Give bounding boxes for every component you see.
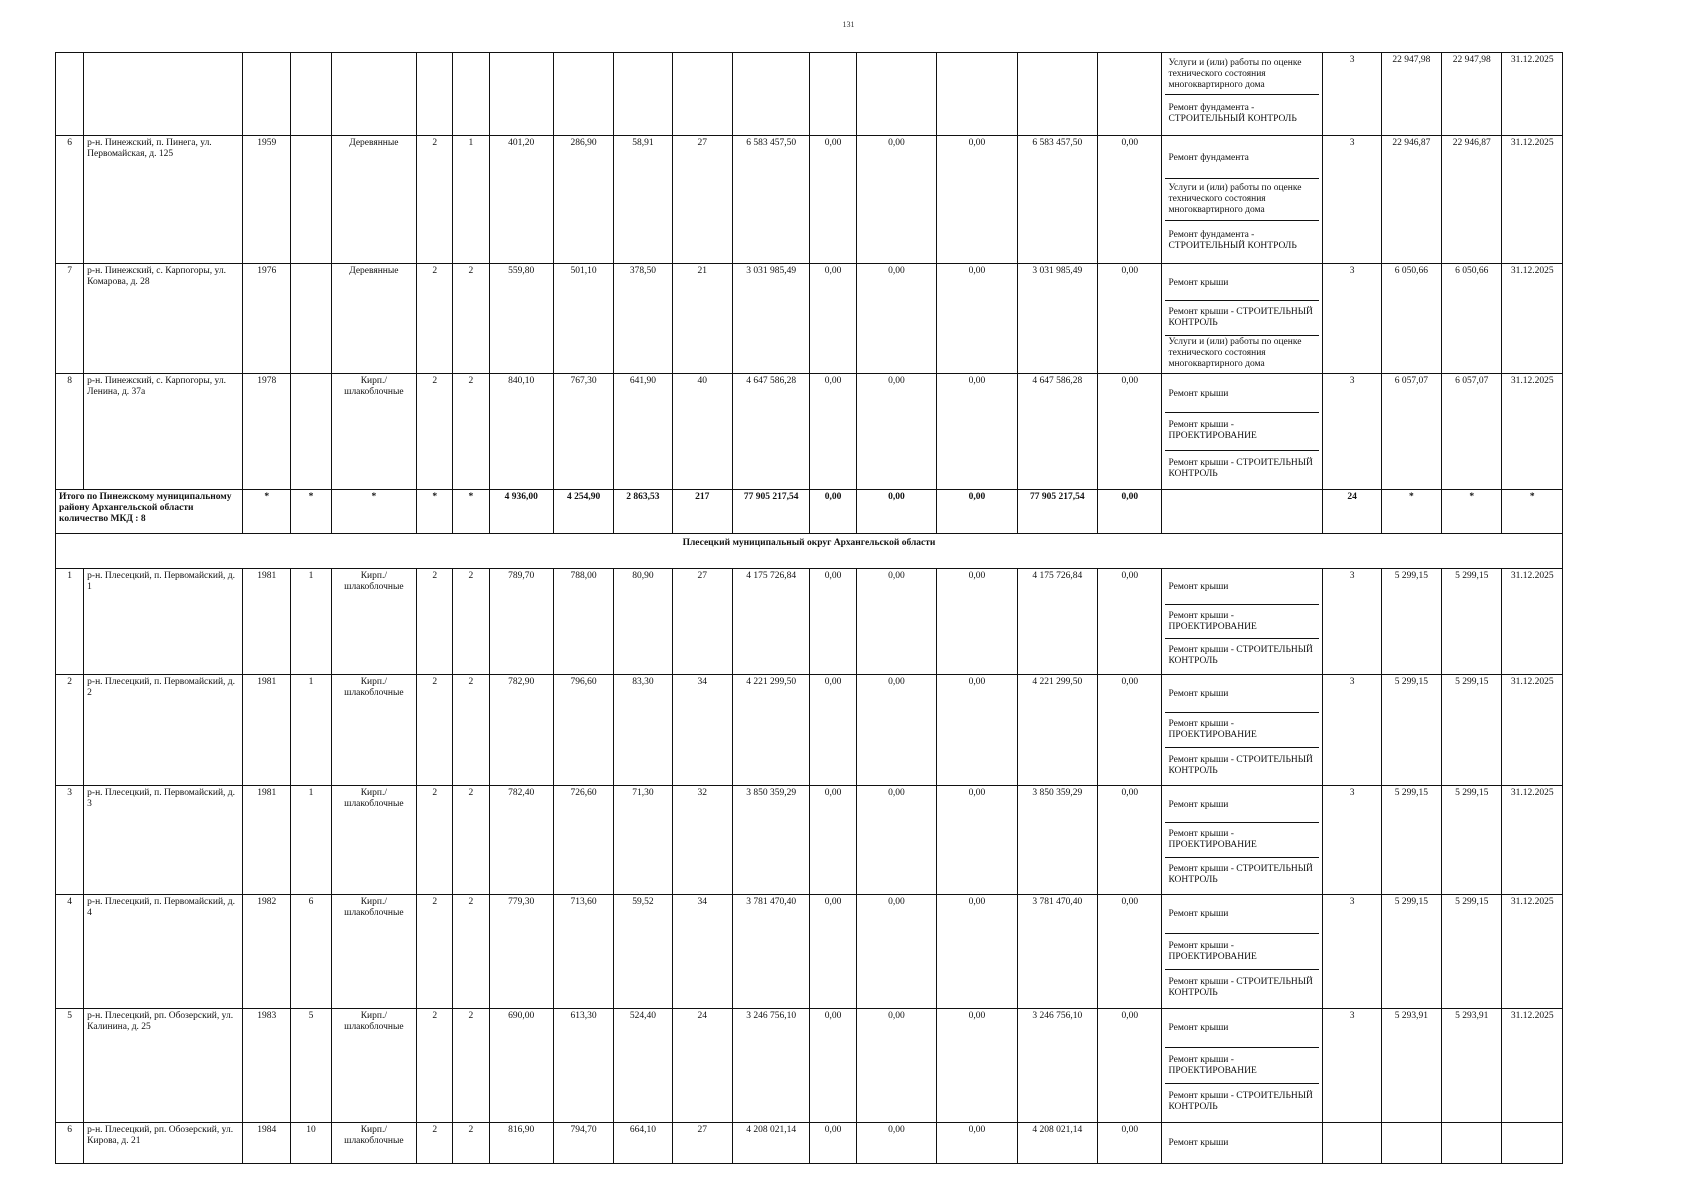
area-total-cell: 782,40 [489, 786, 553, 895]
fund-other-cell: 0,00 [1098, 1009, 1162, 1123]
entrances-cell: 2 [453, 675, 489, 786]
fund-regional-cell: 0,00 [856, 1009, 936, 1123]
fund-federal-cell: 0,00 [810, 1123, 856, 1164]
row-number: 6 [56, 136, 84, 264]
fund-local-cell: 0,00 [937, 675, 1017, 786]
works-cell [1162, 374, 1323, 490]
deadline-cell: 31.12.2025 [1502, 374, 1563, 490]
area-total-cell: 789,70 [489, 569, 553, 675]
entrances-cell [453, 53, 489, 136]
work-item: Ремонт крыши - СТРОИТЕЛЬНЫЙ КОНТРОЛЬ [1168, 457, 1313, 479]
limit-cost-cell: 6 057,07 [1442, 374, 1502, 490]
total-star-cell: * [291, 490, 331, 534]
work-item: Ремонт фундамента [1165, 138, 1319, 179]
entrances-cell: 2 [453, 374, 489, 490]
area-living-cell: 726,60 [553, 786, 613, 895]
year-renovated-cell: 6 [291, 895, 331, 1009]
work-item: Ремонт крыши [1165, 266, 1319, 301]
total-fund-local: 0,00 [937, 490, 1017, 534]
table-row [56, 264, 1563, 374]
floors-cell [417, 53, 453, 136]
work-item: Ремонт крыши - ПРОЕКТИРОВАНИЕ [1165, 413, 1319, 450]
address-cell: р-н. Пинежский, с. Карпогоры, ул. Ленина, д. 37а [84, 374, 243, 490]
entrances-cell: 2 [453, 895, 489, 1009]
fund-owners-cell: 3 781 470,40 [1017, 895, 1097, 1009]
total-star-cell: * [453, 490, 489, 534]
area-other-cell: 664,10 [614, 1123, 672, 1164]
work-item: Ремонт крыши [1165, 1011, 1319, 1048]
works-count-cell: 3 [1323, 264, 1381, 374]
row-number: 1 [56, 569, 84, 675]
fund-regional-cell: 0,00 [856, 136, 936, 264]
row-number: 3 [56, 786, 84, 895]
year-built-cell: 1981 [243, 569, 291, 675]
cost-total-cell: 3 246 756,10 [732, 1009, 809, 1123]
year-built-cell: 1978 [243, 374, 291, 490]
fund-federal-cell: 0,00 [810, 895, 856, 1009]
unit-cost-cell [1381, 1123, 1441, 1164]
address-cell: р-н. Плесецкий, рп. Обозерский, ул. Кирова, д. 21 [84, 1123, 243, 1164]
area-living-cell: 767,30 [553, 374, 613, 490]
fund-local-cell: 0,00 [937, 264, 1017, 374]
work-item: Услуги и (или) работы по оценке технического состояния многоквартирного дома [1165, 179, 1319, 220]
total-star-cell: * [243, 490, 291, 534]
cost-total-cell: 4 175 726,84 [732, 569, 809, 675]
deadline-cell: 31.12.2025 [1502, 264, 1563, 374]
fund-owners-cell: 3 850 359,29 [1017, 786, 1097, 895]
area-total-cell [489, 53, 553, 136]
section-header-row [56, 534, 1563, 569]
total-label: Итого по Пинежскому муниципальному району Архангельской области количество МКД : 8 [56, 490, 243, 534]
year-built-cell: 1981 [243, 786, 291, 895]
fund-regional-cell: 0,00 [856, 569, 936, 675]
area-total-cell: 559,80 [489, 264, 553, 374]
deadline-cell: 31.12.2025 [1502, 136, 1563, 264]
fund-federal-cell: 0,00 [810, 569, 856, 675]
address-cell: р-н. Плесецкий, п. Первомайский, д. 1 [84, 569, 243, 675]
works-cell [1162, 1123, 1323, 1164]
work-item: Ремонт крыши - ПРОЕКТИРОВАНИЕ [1165, 713, 1319, 749]
row-number: 7 [56, 264, 84, 374]
total-residents: 217 [672, 490, 732, 534]
work-item: Ремонт крыши [1165, 571, 1319, 605]
area-living-cell: 788,00 [553, 569, 613, 675]
area-other-cell: 641,90 [614, 374, 672, 490]
wall-material-cell: Деревянные [331, 136, 417, 264]
unit-cost-cell: 5 299,15 [1381, 675, 1441, 786]
total-star-cell: * [1442, 490, 1502, 534]
works-count-cell: 3 [1323, 53, 1381, 136]
table-row [56, 1123, 1563, 1164]
year-renovated-cell: 1 [291, 675, 331, 786]
area-total-cell: 782,90 [489, 675, 553, 786]
total-star-cell: * [417, 490, 453, 534]
fund-owners-cell: 6 583 457,50 [1017, 136, 1097, 264]
unit-cost-cell: 5 299,15 [1381, 895, 1441, 1009]
work-item: Ремонт крыши [1165, 788, 1319, 823]
table-row [56, 136, 1563, 264]
entrances-cell: 2 [453, 569, 489, 675]
total-star-cell: * [1502, 490, 1563, 534]
cost-total-cell: 3 781 470,40 [732, 895, 809, 1009]
page-number: 131 [842, 20, 855, 29]
residents-cell: 34 [672, 895, 732, 1009]
address-cell: р-н. Плесецкий, рп. Обозерский, ул. Калинина, д. 25 [84, 1009, 243, 1123]
fund-regional-cell: 0,00 [856, 786, 936, 895]
total-works-cell [1162, 490, 1323, 534]
table-row [56, 1009, 1563, 1123]
year-renovated-cell: 1 [291, 569, 331, 675]
fund-owners-cell: 3 246 756,10 [1017, 1009, 1097, 1123]
deadline-cell: 31.12.2025 [1502, 53, 1563, 136]
cost-total-cell: 4 647 586,28 [732, 374, 809, 490]
residents-cell: 27 [672, 569, 732, 675]
address-cell: р-н. Пинежский, с. Карпогоры, ул. Комарова, д. 28 [84, 264, 243, 374]
year-renovated-cell [291, 374, 331, 490]
year-renovated-cell: 10 [291, 1123, 331, 1164]
works-count-cell [1323, 1123, 1381, 1164]
fund-federal-cell: 0,00 [810, 264, 856, 374]
area-total-cell: 779,30 [489, 895, 553, 1009]
area-living-cell: 796,60 [553, 675, 613, 786]
address-cell: р-н. Пинежский, п. Пинега, ул. Первомайская, д. 125 [84, 136, 243, 264]
area-living-cell: 713,60 [553, 895, 613, 1009]
works-count-cell: 3 [1323, 786, 1381, 895]
fund-federal-cell [810, 53, 856, 136]
year-built-cell: 1959 [243, 136, 291, 264]
area-total-cell: 401,20 [489, 136, 553, 264]
floors-cell: 2 [417, 1123, 453, 1164]
table-row [56, 569, 1563, 675]
floors-cell: 2 [417, 1009, 453, 1123]
unit-cost-cell: 5 299,15 [1381, 569, 1441, 675]
works-cell [1162, 1009, 1323, 1123]
cost-total-cell [732, 53, 809, 136]
fund-federal-cell: 0,00 [810, 374, 856, 490]
work-item: Ремонт фундамента - СТРОИТЕЛЬНЫЙ КОНТРОЛЬ [1168, 229, 1297, 251]
cost-total-cell: 4 208 021,14 [732, 1123, 809, 1164]
area-total-cell: 690,00 [489, 1009, 553, 1123]
limit-cost-cell: 6 050,66 [1442, 264, 1502, 374]
work-item: Ремонт крыши - СТРОИТЕЛЬНЫЙ КОНТРОЛЬ [1168, 1091, 1313, 1113]
capital-repair-register-table [55, 52, 1563, 1164]
unit-cost-cell: 22 947,98 [1381, 53, 1441, 136]
total-star-cell: * [1381, 490, 1441, 534]
residents-cell: 27 [672, 136, 732, 264]
year-built-cell: 1984 [243, 1123, 291, 1164]
works-count-cell: 3 [1323, 569, 1381, 675]
area-living-cell [553, 53, 613, 136]
floors-cell: 2 [417, 895, 453, 1009]
deadline-cell [1502, 1123, 1563, 1164]
fund-federal-cell: 0,00 [810, 675, 856, 786]
total-fund-other: 0,00 [1098, 490, 1162, 534]
residents-cell: 34 [672, 675, 732, 786]
deadline-cell: 31.12.2025 [1502, 786, 1563, 895]
fund-other-cell: 0,00 [1098, 1123, 1162, 1164]
wall-material-cell: Кирп./шлакоблочные [331, 675, 417, 786]
wall-material-cell: Кирп./шлакоблочные [331, 569, 417, 675]
entrances-cell: 2 [453, 786, 489, 895]
cost-total-cell: 4 221 299,50 [732, 675, 809, 786]
wall-material-cell: Кирп./шлакоблочные [331, 1009, 417, 1123]
year-renovated-cell [291, 136, 331, 264]
work-item: Ремонт крыши [1165, 677, 1319, 713]
address-cell: р-н. Плесецкий, п. Первомайский, д. 3 [84, 786, 243, 895]
works-cell [1162, 569, 1323, 675]
residents-cell: 40 [672, 374, 732, 490]
entrances-cell: 2 [453, 1009, 489, 1123]
work-item: Ремонт крыши - СТРОИТЕЛЬНЫЙ КОНТРОЛЬ [1168, 977, 1313, 999]
works-count-cell: 3 [1323, 675, 1381, 786]
unit-cost-cell: 22 946,87 [1381, 136, 1441, 264]
fund-regional-cell [856, 53, 936, 136]
area-total-cell: 816,90 [489, 1123, 553, 1164]
row-number: 5 [56, 1009, 84, 1123]
cost-total-cell: 3 850 359,29 [732, 786, 809, 895]
works-cell [1162, 264, 1323, 374]
work-item: Ремонт фундамента - СТРОИТЕЛЬНЫЙ КОНТРОЛЬ [1168, 102, 1297, 124]
work-item: Услуги и (или) работы по оценке технического состояния многоквартирного дома [1168, 337, 1302, 369]
wall-material-cell: Кирп./шлакоблочные [331, 786, 417, 895]
limit-cost-cell: 5 299,15 [1442, 569, 1502, 675]
fund-federal-cell: 0,00 [810, 136, 856, 264]
area-living-cell: 286,90 [553, 136, 613, 264]
area-living-cell: 613,30 [553, 1009, 613, 1123]
works-count-cell: 3 [1323, 895, 1381, 1009]
work-item: Ремонт крыши - ПРОЕКТИРОВАНИЕ [1165, 605, 1319, 639]
cost-total-cell: 3 031 985,49 [732, 264, 809, 374]
total-row [56, 490, 1563, 534]
total-star-cell: * [331, 490, 417, 534]
total-cost: 77 905 217,54 [732, 490, 809, 534]
table-row [56, 786, 1563, 895]
area-other-cell: 378,50 [614, 264, 672, 374]
work-item: Ремонт крыши [1168, 1137, 1229, 1148]
unit-cost-cell: 6 057,07 [1381, 374, 1441, 490]
work-item: Ремонт крыши - ПРОЕКТИРОВАНИЕ [1165, 823, 1319, 858]
deadline-cell: 31.12.2025 [1502, 1009, 1563, 1123]
fund-other-cell: 0,00 [1098, 675, 1162, 786]
area-other-cell: 83,30 [614, 675, 672, 786]
total-count: 24 [1323, 490, 1381, 534]
cost-total-cell: 6 583 457,50 [732, 136, 809, 264]
total-area-total: 4 936,00 [489, 490, 553, 534]
year-built-cell: 1976 [243, 264, 291, 374]
fund-local-cell: 0,00 [937, 1123, 1017, 1164]
total-fund-regional: 0,00 [856, 490, 936, 534]
fund-regional-cell: 0,00 [856, 1123, 936, 1164]
floors-cell: 2 [417, 136, 453, 264]
fund-owners-cell: 4 647 586,28 [1017, 374, 1097, 490]
table-row [56, 374, 1563, 490]
fund-federal-cell: 0,00 [810, 1009, 856, 1123]
table-row [56, 675, 1563, 786]
table-row [56, 53, 1563, 136]
works-cell [1162, 895, 1323, 1009]
work-item: Услуги и (или) работы по оценке технического состояния многоквартирного дома [1165, 55, 1319, 95]
fund-other-cell: 0,00 [1098, 264, 1162, 374]
works-cell [1162, 53, 1323, 136]
wall-material-cell: Деревянные [331, 264, 417, 374]
section-title: Плесецкий муниципальный округ Архангельской области [56, 534, 1563, 569]
work-item: Ремонт крыши [1165, 897, 1319, 934]
work-item: Ремонт крыши - СТРОИТЕЛЬНЫЙ КОНТРОЛЬ [1168, 644, 1313, 666]
residents-cell: 27 [672, 1123, 732, 1164]
year-built-cell: 1983 [243, 1009, 291, 1123]
year-renovated-cell [291, 53, 331, 136]
address-cell: р-н. Плесецкий, п. Первомайский, д. 2 [84, 675, 243, 786]
works-count-cell: 3 [1323, 1009, 1381, 1123]
wall-material-cell: Кирп./шлакоблочные [331, 1123, 417, 1164]
year-renovated-cell: 1 [291, 786, 331, 895]
area-other-cell: 524,40 [614, 1009, 672, 1123]
limit-cost-cell: 22 946,87 [1442, 136, 1502, 264]
fund-local-cell: 0,00 [937, 136, 1017, 264]
wall-material-cell: Кирп./шлакоблочные [331, 895, 417, 1009]
limit-cost-cell: 22 947,98 [1442, 53, 1502, 136]
area-other-cell [614, 53, 672, 136]
row-number: 4 [56, 895, 84, 1009]
year-built-cell: 1981 [243, 675, 291, 786]
fund-local-cell: 0,00 [937, 895, 1017, 1009]
year-built-cell [243, 53, 291, 136]
total-area-living: 4 254,90 [553, 490, 613, 534]
work-item: Ремонт крыши [1165, 376, 1319, 413]
fund-regional-cell: 0,00 [856, 264, 936, 374]
entrances-cell: 2 [453, 264, 489, 374]
floors-cell: 2 [417, 569, 453, 675]
fund-other-cell: 0,00 [1098, 786, 1162, 895]
area-other-cell: 59,52 [614, 895, 672, 1009]
works-cell [1162, 786, 1323, 895]
work-item: Ремонт крыши - СТРОИТЕЛЬНЫЙ КОНТРОЛЬ [1168, 754, 1313, 776]
fund-owners-cell: 3 031 985,49 [1017, 264, 1097, 374]
fund-other-cell: 0,00 [1098, 569, 1162, 675]
fund-other-cell: 0,00 [1098, 374, 1162, 490]
row-number: 8 [56, 374, 84, 490]
residents-cell: 32 [672, 786, 732, 895]
work-item: Ремонт крыши - ПРОЕКТИРОВАНИЕ [1165, 934, 1319, 971]
wall-material-cell: Кирп./шлакоблочные [331, 374, 417, 490]
fund-local-cell: 0,00 [937, 569, 1017, 675]
work-item: Ремонт крыши - СТРОИТЕЛЬНЫЙ КОНТРОЛЬ [1168, 864, 1313, 885]
entrances-cell: 1 [453, 136, 489, 264]
floors-cell: 2 [417, 786, 453, 895]
fund-local-cell: 0,00 [937, 1009, 1017, 1123]
deadline-cell: 31.12.2025 [1502, 569, 1563, 675]
floors-cell: 2 [417, 374, 453, 490]
fund-federal-cell: 0,00 [810, 786, 856, 895]
table-row [56, 895, 1563, 1009]
deadline-cell: 31.12.2025 [1502, 895, 1563, 1009]
limit-cost-cell: 5 299,15 [1442, 786, 1502, 895]
row-number: 2 [56, 675, 84, 786]
residents-cell: 24 [672, 1009, 732, 1123]
fund-owners-cell [1017, 53, 1097, 136]
work-item: Ремонт крыши - ПРОЕКТИРОВАНИЕ [1165, 1048, 1319, 1085]
year-renovated-cell [291, 264, 331, 374]
works-count-cell: 3 [1323, 136, 1381, 264]
limit-cost-cell: 5 299,15 [1442, 895, 1502, 1009]
area-living-cell: 794,70 [553, 1123, 613, 1164]
floors-cell: 2 [417, 264, 453, 374]
deadline-cell: 31.12.2025 [1502, 675, 1563, 786]
works-cell [1162, 675, 1323, 786]
fund-local-cell: 0,00 [937, 786, 1017, 895]
row-number: 6 [56, 1123, 84, 1164]
year-built-cell: 1982 [243, 895, 291, 1009]
area-other-cell: 80,90 [614, 569, 672, 675]
total-area-other: 2 863,53 [614, 490, 672, 534]
residents-cell [672, 53, 732, 136]
floors-cell: 2 [417, 675, 453, 786]
residents-cell: 21 [672, 264, 732, 374]
limit-cost-cell: 5 293,91 [1442, 1009, 1502, 1123]
entrances-cell: 2 [453, 1123, 489, 1164]
fund-other-cell: 0,00 [1098, 136, 1162, 264]
works-cell [1162, 136, 1323, 264]
fund-regional-cell: 0,00 [856, 374, 936, 490]
row-number [56, 53, 84, 136]
fund-other-cell [1098, 53, 1162, 136]
unit-cost-cell: 5 293,91 [1381, 1009, 1441, 1123]
fund-owners-cell: 4 208 021,14 [1017, 1123, 1097, 1164]
address-cell [84, 53, 243, 136]
fund-regional-cell: 0,00 [856, 675, 936, 786]
works-count-cell: 3 [1323, 374, 1381, 490]
area-other-cell: 58,91 [614, 136, 672, 264]
fund-owners-cell: 4 175 726,84 [1017, 569, 1097, 675]
wall-material-cell [331, 53, 417, 136]
area-other-cell: 71,30 [614, 786, 672, 895]
unit-cost-cell: 6 050,66 [1381, 264, 1441, 374]
limit-cost-cell: 5 299,15 [1442, 675, 1502, 786]
unit-cost-cell: 5 299,15 [1381, 786, 1441, 895]
work-item: Ремонт крыши - СТРОИТЕЛЬНЫЙ КОНТРОЛЬ [1165, 301, 1319, 336]
limit-cost-cell [1442, 1123, 1502, 1164]
area-living-cell: 501,10 [553, 264, 613, 374]
fund-local-cell [937, 53, 1017, 136]
address-cell: р-н. Плесецкий, п. Первомайский, д. 4 [84, 895, 243, 1009]
fund-regional-cell: 0,00 [856, 895, 936, 1009]
total-fund-owners: 77 905 217,54 [1017, 490, 1097, 534]
fund-owners-cell: 4 221 299,50 [1017, 675, 1097, 786]
total-fund-federal: 0,00 [810, 490, 856, 534]
fund-other-cell: 0,00 [1098, 895, 1162, 1009]
fund-local-cell: 0,00 [937, 374, 1017, 490]
year-renovated-cell: 5 [291, 1009, 331, 1123]
area-total-cell: 840,10 [489, 374, 553, 490]
